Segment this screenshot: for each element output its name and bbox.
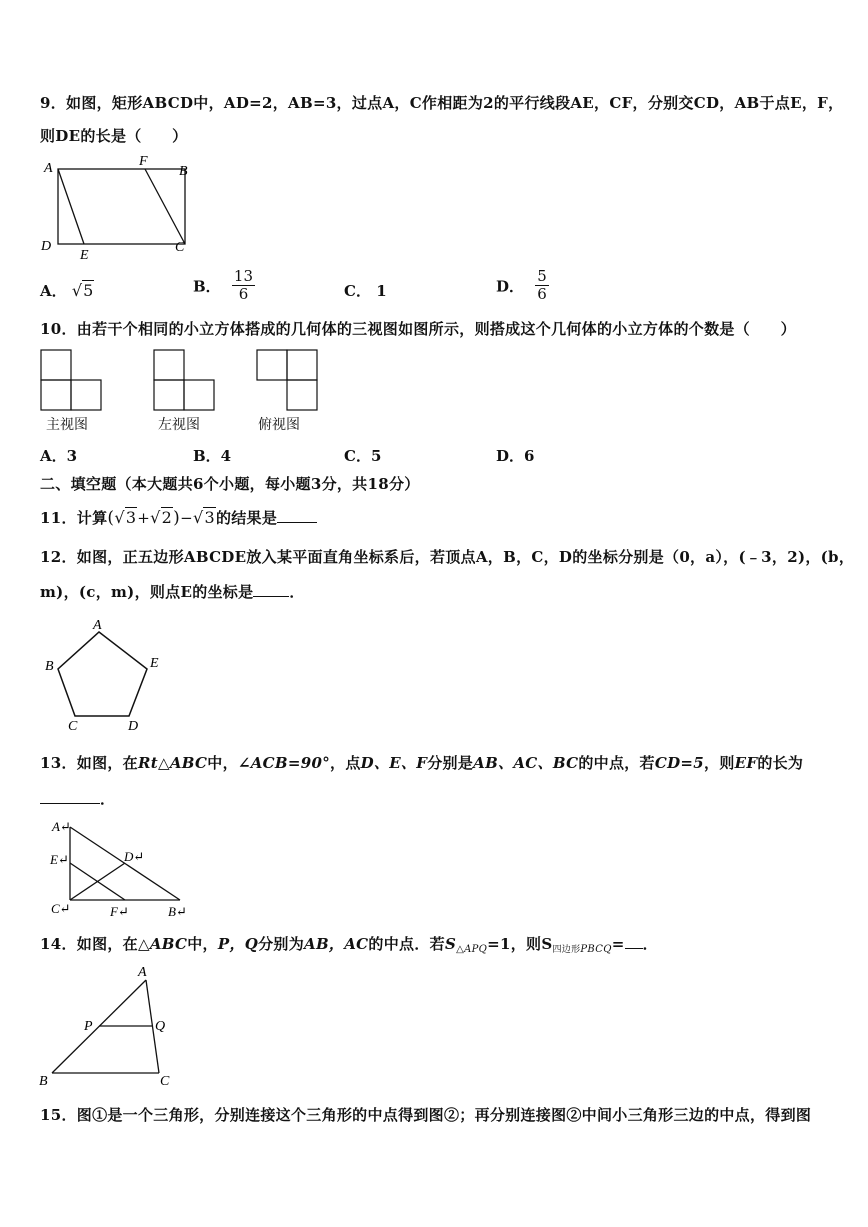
q13-text-b: 中， [207, 754, 238, 772]
q11-paren-open: ( [107, 508, 115, 528]
q14-text-a: 14．如图，在△ [40, 935, 150, 953]
sqrt-symbol: √2 [150, 508, 173, 527]
q13-text-g: 的长为 [757, 754, 804, 772]
q14-s2-subscript: PBCQ [580, 944, 612, 955]
q12-line1: 12．如图，正五边形ABCDE放入某平面直角坐标系后，若顶点A，B，C，D的坐标分别是（0，a），(﹣3，2)，(b， [40, 548, 855, 566]
label-b: B↵ [168, 904, 187, 919]
option-b-numerator: 13 [233, 267, 254, 285]
q14-s2: S [541, 935, 553, 953]
q13-cd: CD=5 [654, 754, 705, 772]
q9-line2: 则DE的长是（ ） [40, 127, 188, 145]
q11-radicand-3: 3 [204, 508, 215, 527]
q13-triangle-symbol: △ [157, 754, 170, 772]
q11-radicand-2: 2 [161, 508, 173, 527]
option-c-prefix: C． [344, 282, 371, 300]
label-c: C [68, 719, 78, 734]
q14-s-subscript: △APQ [456, 944, 488, 955]
pentagon-abcde [58, 632, 147, 716]
q14-text-b: 中， [187, 935, 218, 953]
q14-s: S [444, 935, 457, 953]
q13-text-c: ，点 [330, 754, 361, 772]
q14-text-g: ． [642, 935, 658, 953]
q14-text-c: 分别为 [258, 935, 305, 953]
q14-text-f: = [611, 935, 625, 953]
label-d: D [128, 719, 139, 734]
sqrt-symbol: √5 [71, 281, 94, 300]
answer-blank[interactable] [253, 582, 289, 597]
q13-text-f: ，则 [704, 754, 735, 772]
front-view-label: 主视图 [46, 417, 88, 433]
q10-option-c: C．5 [344, 447, 382, 465]
q12-line2 [40, 581, 305, 602]
q14-line [40, 933, 658, 955]
q11-plus: + [137, 509, 151, 527]
rect-abcd [58, 169, 185, 244]
q9-rectangle-figure [38, 155, 198, 263]
option-b-denominator: 6 [238, 285, 249, 304]
q9-option-d [496, 268, 549, 304]
sqrt-symbol: √3 [114, 508, 137, 527]
q11-line [40, 507, 317, 528]
sqrt-symbol: √3 [192, 508, 215, 527]
option-d-denominator: 6 [537, 285, 547, 304]
q13-abc: ABC [169, 754, 208, 772]
label-b: B [179, 164, 188, 179]
segment-cf [145, 169, 185, 244]
option-a-prefix: A． [40, 282, 67, 300]
q10-option-b: B．4 [193, 447, 232, 465]
option-d-numerator: 5 [537, 267, 547, 285]
q9-option-b [193, 268, 255, 304]
option-a-radicand: 5 [83, 281, 94, 300]
q9-option-c [344, 280, 387, 301]
q14-pq: P，Q [217, 935, 259, 953]
option-c-value: 1 [376, 282, 387, 300]
label-q: Q [155, 1019, 166, 1034]
segment-ae [58, 169, 84, 244]
option-d-prefix: D． [496, 277, 525, 296]
answer-blank[interactable] [277, 508, 317, 523]
q13-line1 [40, 752, 803, 773]
q11-suffix: 的结果是 [215, 509, 278, 527]
label-a: A↵ [52, 819, 71, 834]
q14-abc: ABC [149, 935, 188, 953]
q10-option-d: D．6 [496, 447, 535, 465]
q13-segments: AB、AC、BC [473, 754, 579, 772]
label-c: C [160, 1074, 170, 1089]
q13-rt: Rt [137, 754, 158, 772]
q13-angle: ∠ACB=90° [237, 754, 331, 772]
q13-line2-end: ． [100, 790, 116, 808]
q13-text-e: 的中点，若 [578, 754, 655, 772]
label-e: E [150, 656, 159, 671]
label-a: A [138, 965, 147, 980]
label-f: F↵ [110, 904, 129, 919]
q10-option-a: A．3 [40, 447, 78, 465]
label-c: C↵ [51, 901, 71, 916]
label-d: D↵ [124, 849, 145, 864]
option-d-fraction [535, 268, 549, 304]
q12-line2-text: m)，(c，m)，则点E的坐标是 [40, 583, 254, 601]
label-c: C [175, 240, 185, 255]
q13-text-d: 分别是 [427, 754, 474, 772]
q11-radicand-1: 3 [125, 508, 137, 527]
q14-text-e: =1，则 [487, 935, 542, 953]
label-b: B [39, 1074, 48, 1089]
q14-ab-ac: AB，AC [304, 935, 369, 953]
q13-text-a: 13．如图，在 [40, 754, 138, 772]
q11-prefix: 11．计算 [40, 509, 108, 527]
option-b-prefix: B． [193, 277, 221, 296]
q9-option-a [40, 280, 94, 301]
top-view-label: 俯视图 [258, 417, 300, 433]
section-title: 二、填空题（本大题共6个小题，每小题3分，共18分） [40, 475, 420, 493]
q12-line2-end: ． [289, 583, 305, 601]
option-b-fraction [232, 268, 255, 304]
q10-text: 10．由若干个相同的小立方体搭成的几何体的三视图如图所示，则搭成这个几何体的小立方体的个数是（ ） [40, 320, 796, 338]
q9-line1: 9．如图，矩形ABCD中，AD=2，AB=3，过点A，C作相距为2的平行线段AE，CF，分别交CD，AB于点E，F， [40, 94, 844, 112]
answer-blank[interactable] [625, 934, 643, 949]
q11-minus: − [180, 509, 193, 527]
q13-line2 [40, 788, 115, 809]
label-a: A [93, 618, 102, 633]
label-f: F [139, 155, 148, 169]
q14-text-d: 的中点．若 [368, 935, 445, 953]
q11-paren-close: ) [173, 508, 181, 528]
answer-blank[interactable] [40, 789, 100, 804]
pentagon-figure [40, 614, 165, 734]
left-view-label: 左视图 [158, 417, 200, 433]
q15-text: 15．图①是一个三角形，分别连接这个三角形的中点得到图②；再分别连接图②中间小三角形三边的中点，得到图 [40, 1106, 812, 1124]
q13-ef: EF [734, 754, 758, 772]
label-a: A [44, 161, 53, 176]
label-b: B [45, 659, 54, 674]
label-e: E [80, 248, 89, 263]
triangle-pq-figure [38, 962, 178, 1090]
right-triangle-figure [48, 815, 198, 923]
label-d: D [41, 239, 52, 254]
label-e: E↵ [50, 852, 69, 867]
q14-s2-subscript-cn: 四边形 [552, 945, 581, 955]
label-p: P [84, 1019, 93, 1034]
q13-points: D、E、F [360, 754, 428, 772]
